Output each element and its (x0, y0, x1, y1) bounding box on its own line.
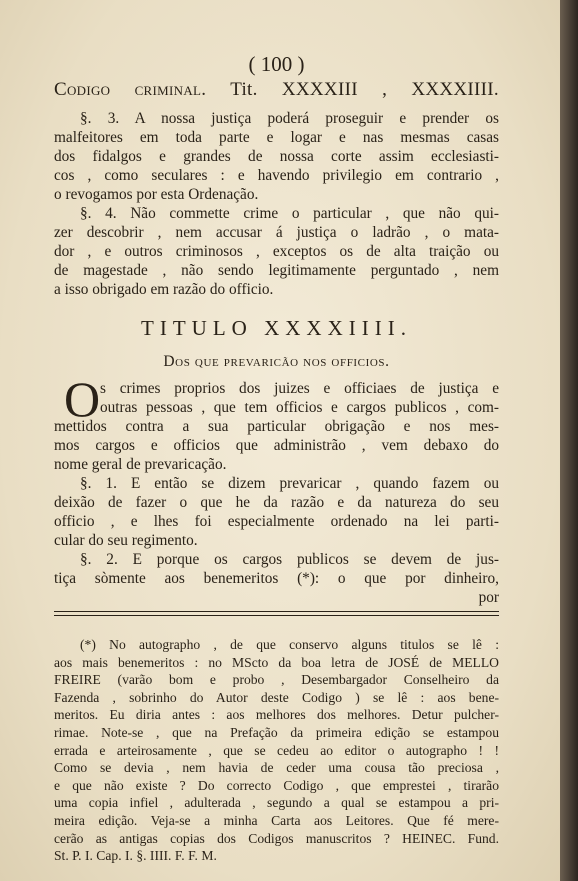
section-1-line: deixão de fazer o que he da razão e da natureza do seu (54, 494, 499, 511)
section-3 (54, 109, 499, 204)
section-3-line: §. 3. A nossa justiça poderá proseguir e prender os (80, 110, 499, 127)
footnote-rule-thin (54, 615, 499, 616)
running-head-right: Tit. XXXXIII , XXXXIIII. (230, 79, 499, 100)
intro-line: mettidos contra a sua particular obrigação e nos mes- (54, 418, 499, 435)
section-4-line: §. 4. Não commette crime o particular , que não qui- (80, 205, 499, 222)
footnote-line: meira edição. Veja-se a minha Carta aos Leitores. Que fé mere- (54, 812, 499, 828)
footnote-line: meritos. Eu diria antes : aos melhores dos melhores. Detur pulcher- (54, 707, 499, 723)
section-3-line: o revogamos por esta Ordenação. (54, 186, 259, 203)
page-number: ( 100 ) (248, 52, 305, 76)
section-3-line: cos , como seculares : e havendo privilegio em contrario , (54, 167, 499, 184)
section-4 (54, 204, 499, 299)
footnote-line: Como se devia , nem havia de ceder uma cousa tão preciosa , (54, 760, 499, 776)
section-1-line: cular do seu regimento. (54, 532, 198, 549)
intro-line: nome geral de prevaricação. (54, 456, 227, 473)
section-1-line: officio , e lhes foi especialmente ordenado na lei parti- (54, 513, 499, 530)
intro-line: outras pessoas , que tem officios e cargos publicos , com- (100, 399, 499, 416)
section-4-line: a isso obrigado em razão do officio. (54, 281, 274, 298)
footnote-line: (*) No autographo , de que conservo alguns titulos se lê : (80, 637, 499, 652)
section-1 (54, 474, 499, 550)
footnote-line: FREIRE (varão bom e probo , Desembargador Conselheiro da (54, 672, 499, 688)
section-2-line: tiça sòmente aos benemeritos (*): o que por dinheiro, (54, 570, 499, 587)
footnote-line: errada e arteirosamente , que se cedeu ao editor o autographo ! ! (54, 742, 499, 758)
footnote-rule (54, 611, 499, 612)
section-3-line: malfeitores em toda parte e logar e nas mesmas casas (54, 129, 499, 146)
footnote-line: e que não existe ? Do correcto Codigo , que emprestei , tirarão (54, 777, 499, 793)
running-head-left: Codigo criminal. (54, 79, 207, 100)
intro-line: mos cargos e officios que administrão , vem debaxo do (54, 437, 499, 454)
page-content (54, 52, 499, 865)
section-4-line: zer descobrir , nem accusar á justiça o ladrão , o mata- (54, 224, 499, 241)
drop-cap: O (64, 371, 101, 427)
section-2 (54, 550, 499, 588)
section-3-line: dos fidalgos e grandes de nossa corte assim ecclesiasti- (54, 148, 499, 165)
section-1-line: §. 1. E então se dizem prevaricar , quando fazem ou (80, 475, 499, 492)
running-head (54, 79, 499, 101)
footnote-line: Fazenda , sobrinho do Autor deste Codigo ) se lê : aos bene- (54, 689, 499, 705)
page-gutter-edge (560, 0, 578, 881)
catchword: por (478, 589, 499, 606)
intro-paragraph (54, 371, 499, 474)
footnote-line: cerão as antigas copias dos Codigos manuscritos ? HEINEC. Fund. (54, 830, 499, 846)
intro-line: s crimes proprios dos juizes e officiaes de justiça e (100, 380, 499, 397)
footnote-line: aos mais benemeritos : no MScto da boa letra de JOSÉ de MELLO (54, 654, 499, 670)
chapter-title: TITULO XXXXIIII. (141, 316, 412, 340)
section-4-line: dor , e outros criminosos , exceptos os de alta traição ou (54, 243, 499, 260)
section-4-line: de magestade , não sendo legitimamente perguntado , nem (54, 262, 499, 279)
footnote-line: rimae. Note-se , que na Prefação da primeira edição se estampou (54, 724, 499, 740)
footnote-line: uma copia infiel , adulterada , segundo a qual se estampou a pri- (54, 795, 499, 811)
footnote (54, 636, 499, 865)
chapter-subtitle: Dos que prevaricão nos officios. (163, 353, 390, 370)
footnote-line: St. P. I. Cap. I. §. IIII. F. F. M. (54, 848, 217, 864)
section-2-line: §. 2. E porque os cargos publicos se devem de jus- (80, 551, 499, 568)
